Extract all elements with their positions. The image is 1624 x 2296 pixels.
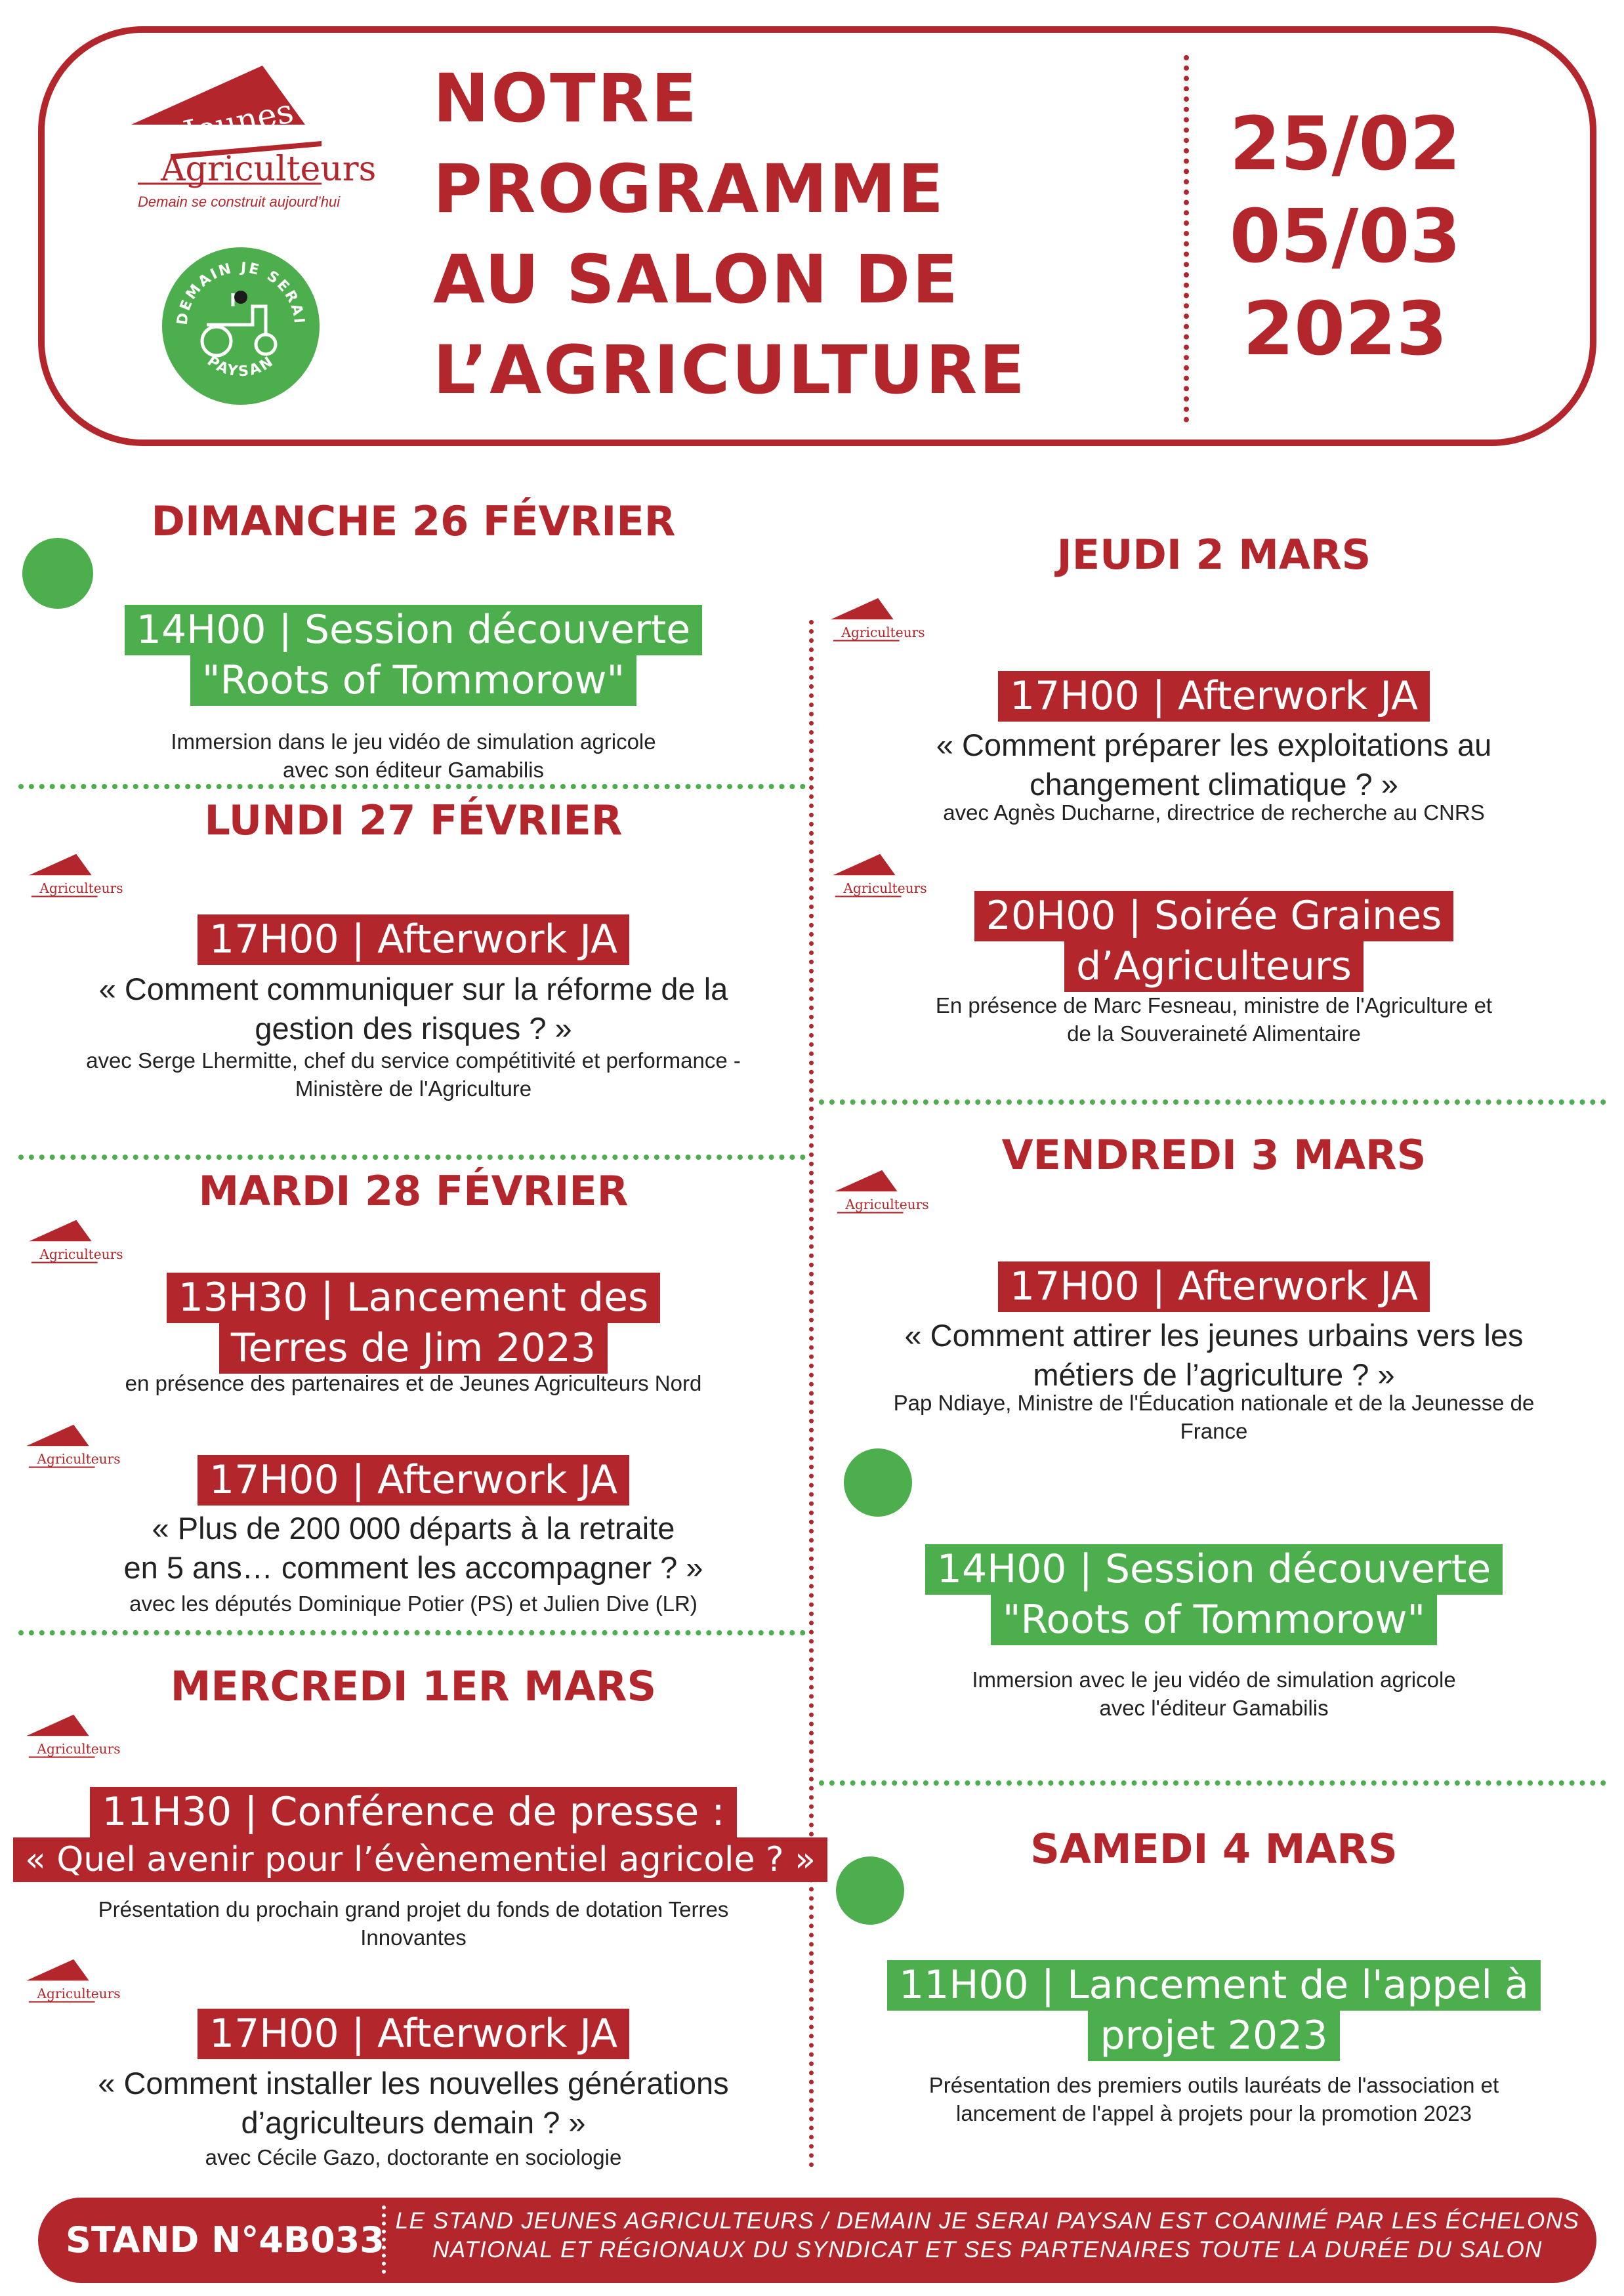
event-lundi-question: « Comment communiquer sur la réforme de la gestion des risques ? » [98,972,728,1046]
jeunes-agriculteurs-logo [832,1169,929,1228]
djsp-small-logo [844,1448,912,1517]
event-label-line: 20H00 | Soirée Graines [974,891,1454,941]
event-label-line: 11H30 | Conférence de presse : [90,1787,736,1837]
event-vendredi-2-note: Immersion avec le jeu vidéo de simulation agricole avec l'éditeur Gamabilis [972,1668,1456,1720]
day-title-vendredi: VENDREDI 3 MARS [1001,1131,1426,1179]
event-vendredi-1-note: Pap Ndiaye, Ministre de l'Éducation nationale et de la Jeunesse de France [893,1391,1535,1443]
ja-logo-line2: Agriculteurs [161,150,377,189]
title-line-4: L’AGRICULTURE [433,331,1027,409]
svg-text:Agriculteurs: Agriculteurs [37,1986,121,2002]
event-vendredi-1-label [814,1261,1614,1312]
date-start: 25/02 [1229,102,1461,187]
svg-text:Agriculteurs: Agriculteurs [37,1741,121,1757]
event-mercredi-1-note: Présentation du prochain grand projet du fonds de dotation Terres Innovantes [98,1897,729,1950]
djsp-small-logo [22,538,93,609]
event-label-line: 14H00 | Session découverte [125,605,702,655]
event-label-line: 17H00 | Afterwork JA [198,1455,629,1506]
event-mardi-1-label [13,1273,814,1374]
event-mardi-2-label [13,1455,814,1506]
event-label-line: 14H00 | Session découverte [925,1544,1503,1595]
farmer-head-icon [234,291,247,304]
footer-text: LE STAND JEUNES AGRICULTEURS / DEMAIN JE SERAI PAYSAN EST COANIMÉ PAR LES ÉCHELONS NATIONAL ET RÉGIONAUX DU SYNDICAT ET SES PARTENAIRES TOUTE LA DURÉE DU SALON [395,2208,1580,2263]
svg-text:Agriculteurs: Agriculteurs [39,1246,123,1263]
event-jeudi-2-note: En présence de Marc Fesneau, ministre de l'Agriculture et de la Souveraineté Alimentaire [935,993,1493,1046]
event-mercredi-2-question: « Comment installer les nouvelles générations d’agriculteurs demain ? » [98,2066,729,2140]
separator [819,1780,1606,1786]
event-label-line: Terres de Jim 2023 [219,1323,608,1374]
day-title-mercredi: MERCREDI 1ER MARS [170,1662,657,1710]
event-label-line: 17H00 | Afterwork JA [198,914,629,965]
djsp-bottom-text: PAYSAN [204,352,278,380]
date-year: 2023 [1243,287,1447,372]
event-jeudi-2-label [814,891,1614,992]
jeunes-agriculteurs-logo [24,1713,121,1773]
day-title-jeudi: JEUDI 2 MARS [1056,531,1371,579]
svg-text:Agriculteurs: Agriculteurs [845,1197,929,1213]
ja-logo-tagline: Demain se construit aujourd’hui [138,194,341,210]
event-label-line: 13H30 | Lancement des [167,1273,661,1323]
separator [18,784,806,789]
event-lundi-label [13,914,814,965]
ja-logo-line1: Jeunes [180,91,297,152]
jeunes-agriculteurs-logo [828,597,925,656]
event-samedi-note: Présentation des premiers outils lauréats de l'association et lancement de l'appel à projets pour la promotion 2023 [928,2073,1499,2125]
demain-je-serai-paysan-logo [161,246,322,407]
svg-text:Agriculteurs: Agriculteurs [37,1451,121,1467]
event-samedi-label [814,1960,1614,2061]
event-label-line: « Quel avenir pour l’évènementiel agricole ? » [13,1837,827,1882]
event-label-line: d’Agriculteurs [1064,941,1364,992]
day-title-lundi: LUNDI 27 FÉVRIER [204,796,623,844]
event-dimanche-note: Immersion dans le jeu vidéo de simulation agricole avec son éditeur Gamabilis [171,729,656,782]
event-jeudi-1-note: avec Agnès Ducharne, directrice de recherche au CNRS [943,800,1485,825]
jeunes-agriculteurs-logo [125,62,377,226]
event-label-line: 17H00 | Afterwork JA [998,671,1430,722]
footer-divider [382,2205,386,2274]
event-mercredi-1-label [13,1787,814,1882]
title-line-2: PROGRAMME [433,150,946,228]
event-jeudi-1-question: « Comment préparer les exploitations au changement climatique ? » [936,728,1492,802]
separator [819,1099,1606,1105]
date-end: 05/03 [1229,194,1461,279]
svg-text:Agriculteurs: Agriculteurs [39,880,123,897]
event-lundi-note: avec Serge Lhermitte, chef du service compétitivité et performance - Ministère de l'Agriculture [86,1048,741,1101]
event-vendredi-2-label [814,1544,1614,1645]
event-label-line: "Roots of Tommorow" [190,655,636,706]
event-mardi-2-note: avec les députés Dominique Potier (PS) et Julien Dive (LR) [129,1591,697,1616]
jeunes-agriculteurs-logo [26,1219,123,1278]
title-line-1: NOTRE [433,60,699,138]
djsp-top-text: DEMAIN JE SERAI [174,259,308,326]
event-vendredi-1-question: « Comment attirer les jeunes urbains vers les métiers de l’agriculture ? » [904,1318,1524,1392]
separator [18,1630,806,1635]
svg-text:Agriculteurs: Agriculteurs [843,880,927,897]
event-dimanche-label [13,605,814,706]
svg-text:Agriculteurs: Agriculteurs [841,625,925,641]
event-mercredi-2-note: avec Cécile Gazo, doctorante en sociologie [205,2145,622,2169]
event-jeudi-1-label [814,671,1614,722]
title-line-3: AU SALON DE [433,241,960,319]
event-label-line: 11H00 | Lancement de l'appel à [887,1960,1541,2011]
event-mardi-2-question: « Plus de 200 000 départs à la retraite en 5 ans… comment les accompagner ? » [123,1511,703,1585]
stand-number: STAND N°4B033 [66,2219,385,2261]
event-label-line: 17H00 | Afterwork JA [998,1261,1430,1312]
event-label-line: "Roots of Tommorow" [991,1595,1437,1645]
day-title-mardi: MARDI 28 FÉVRIER [198,1167,629,1215]
event-mercredi-2-label [13,2009,814,2059]
day-title-dimanche: DIMANCHE 26 FÉVRIER [151,497,676,545]
event-label-line: 17H00 | Afterwork JA [198,2009,629,2059]
separator [18,1155,806,1160]
event-mardi-1-note: en présence des partenaires et de Jeunes Agriculteurs Nord [125,1371,702,1395]
djsp-small-logo [836,1856,904,1925]
day-title-samedi: SAMEDI 4 MARS [1030,1825,1398,1873]
event-label-line: projet 2023 [1088,2011,1339,2061]
jeunes-agriculteurs-logo [26,853,123,912]
